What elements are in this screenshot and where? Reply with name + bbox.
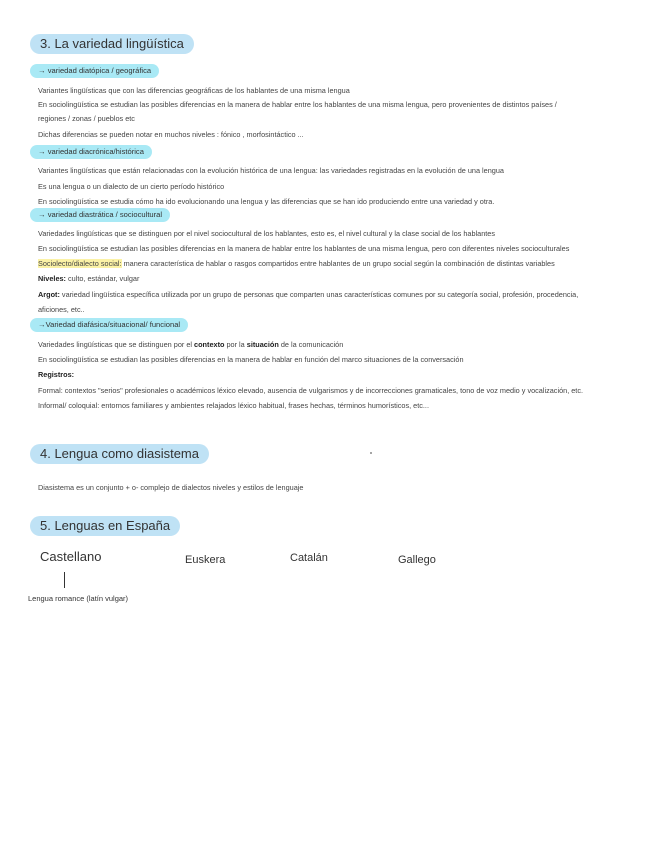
diafasica-line-1 xyxy=(38,340,343,350)
diafasica-line-4: Formal: contextos "serios" profesionales o académicos léxico elevado, ausencia de vulgarismos y de incorrecciones gramaticales, tono de voz medio y vocalización, etc. xyxy=(38,386,584,395)
diafasica-line-2: En sociolingüística se estudian las posibles diferencias en la manera de hablar en función del marco situaciones de la conversación xyxy=(38,355,464,364)
diastratica-line-1: Variedades lingüísticas que se distinguen por el nivel sociocultural de los hablantes, esto es, el nivel cultural y la clase social de los hablantes xyxy=(38,229,495,238)
tag-diacronica: → variedad diacrónica/histórica xyxy=(30,145,152,159)
castellano-origin-note: Lengua romance (latín vulgar) xyxy=(28,594,129,603)
diastratica-line-3 xyxy=(38,259,555,269)
sociolecto-definition: manera característica de hablar o rasgos compartidos entre hablantes de un grupo social según la combinación de distintas variables xyxy=(121,259,555,268)
niveles-label: Niveles: xyxy=(38,274,66,283)
contexto-word: contexto xyxy=(194,340,225,349)
tag-diafasica: →Variedad diafásica/situacional/ funcional xyxy=(30,318,188,332)
lang-catalan: Catalán xyxy=(290,552,328,564)
diatopica-line-3: regiones / zonas / pueblos etc xyxy=(38,114,135,123)
diatopica-line-1: Variantes lingüísticas que con las diferencias geográficas de los hablantes de una misma lengua xyxy=(38,86,350,95)
diacronica-line-3: En sociolingüística se estudia cómo ha ido evolucionando una lengua y las diferencias que se han ido produciendo entre una variedad y otra. xyxy=(38,197,495,206)
lang-castellano: Castellano xyxy=(40,549,102,564)
stray-dot xyxy=(370,452,372,454)
diastratica-line-5 xyxy=(38,290,578,300)
diafasica-line-3 xyxy=(38,370,74,380)
diafasica-line-1-e: de la comunicación xyxy=(278,340,344,349)
diafasica-line-1-c: por la xyxy=(224,340,247,349)
lang-gallego: Gallego xyxy=(398,554,436,566)
diacronica-line-2: Es una lengua o un dialecto de un cierto período histórico xyxy=(38,182,225,191)
tree-connector xyxy=(64,572,65,588)
tag-diastratica: → variedad diastrática / sociocultural xyxy=(30,208,170,222)
tag-diatopica: → variedad diatópica / geográfica xyxy=(30,64,159,78)
diatopica-line-4: Dichas diferencias se pueden notar en muchos niveles : fónico , morfosintáctico ... xyxy=(38,130,304,139)
argot-label: Argot: xyxy=(38,290,60,299)
diasistema-definition: Diasistema es un conjunto + o- complejo de dialectos niveles y estilos de lenguaje xyxy=(38,483,304,492)
section-4-heading: 4. Lengua como diasistema xyxy=(30,444,209,464)
lang-euskera: Euskera xyxy=(185,554,226,566)
diastratica-line-2: En sociolingüística se estudian las posibles diferencias en la manera de hablar entre los hablantes de una misma lengua, pero con diferentes niveles socioculturales xyxy=(38,244,570,253)
diatopica-line-2: En sociolingüística se estudian las posibles diferencias en la manera de hablar entre los hablantes de una misma lengua, pero provenientes de distintos países / xyxy=(38,100,557,109)
niveles-values: culto, estándar, vulgar xyxy=(66,274,140,283)
diafasica-line-1-a: Variedades lingüísticas que se distinguen por el xyxy=(38,340,195,349)
section-3-heading: 3. La variedad lingüística xyxy=(30,34,194,54)
argot-definition: variedad lingüística específica utilizada por un grupo de personas que comparten unas características comunes por su categoría social, profesión, procedencia, xyxy=(59,290,579,299)
diafasica-line-5: Informal/ coloquial: entornos familiares y ambientes relajados léxico habitual, frases hechas, términos humorísticos, etc... xyxy=(38,401,429,410)
diastratica-line-4 xyxy=(38,274,139,284)
situacion-word: situación xyxy=(246,340,279,349)
diacronica-line-1: Variantes lingüísticas que están relacionadas con la evolución histórica de una lengua: las variedades registradas en la evolución de una lengua xyxy=(38,166,504,175)
diastratica-line-6: aficiones, etc.. xyxy=(38,305,85,314)
sociolecto-highlight: Sociolecto/dialecto social: xyxy=(38,259,122,268)
registros-label: Registros: xyxy=(38,370,75,379)
section-5-heading: 5. Lenguas en España xyxy=(30,516,180,536)
